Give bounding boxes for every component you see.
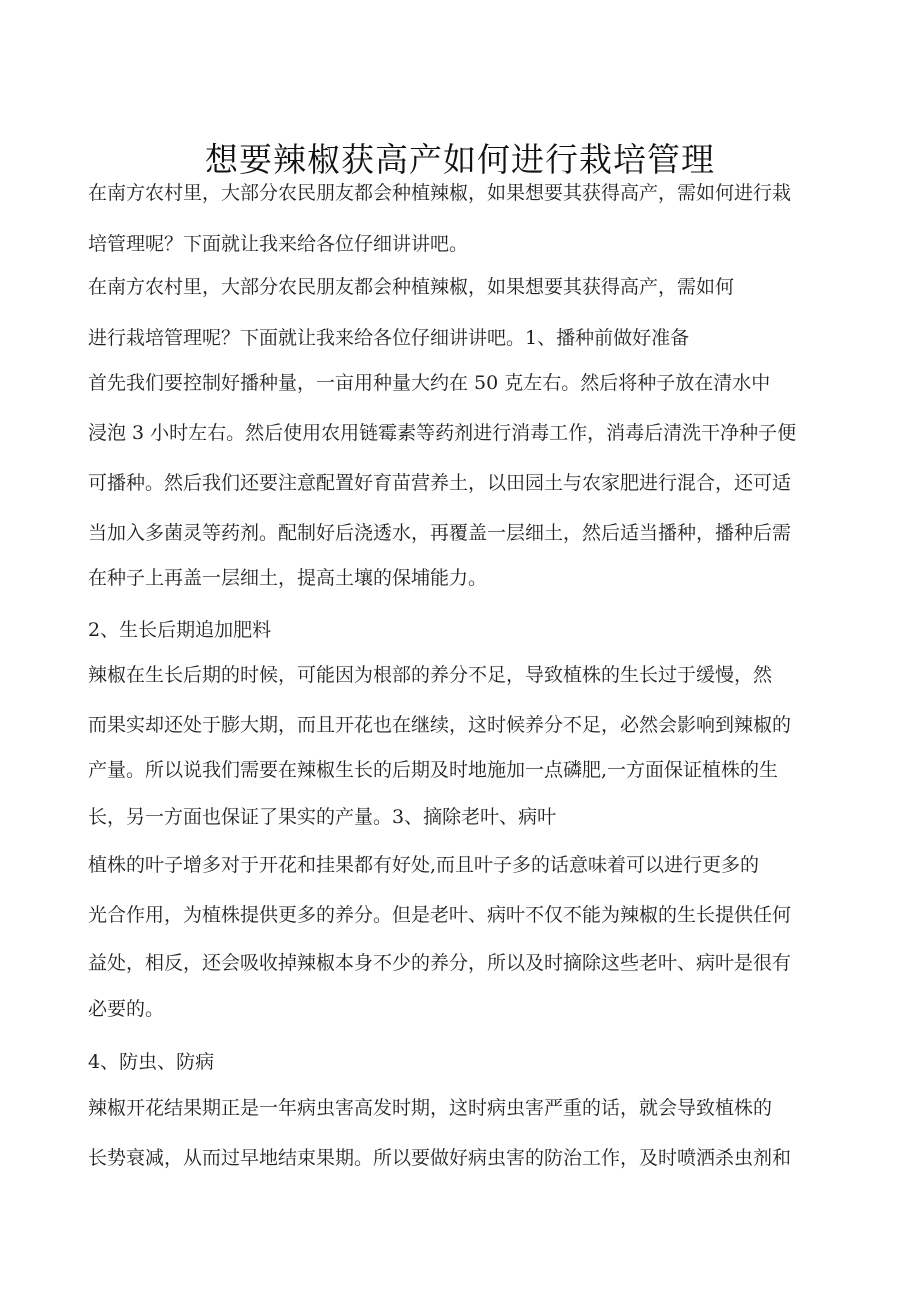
paragraph-line: 在种子上再盖一层细土，提高土壤的保埔能力。 — [88, 567, 488, 589]
paragraph-line: 进行栽培管理呢？下面就让我来给各位仔细讲讲吧。1、播种前做好准备 — [88, 327, 690, 349]
paragraph-line: 光合作用，为植株提供更多的养分。但是老叶、病叶不仅不能为辣椒的生长提供任何 — [88, 904, 792, 926]
paragraph-line: 浸泡 3 小时左右。然后使用农用链霉素等药剂进行消毒工作，消毒后清洗干净种子便 — [88, 422, 797, 444]
paragraph-line: 培管理呢？下面就让我来给各位仔细讲讲吧。 — [88, 233, 469, 255]
paragraph-line: 益处，相反，还会吸收掉辣椒本身不少的养分，所以及时摘除这些老叶、病叶是很有 — [88, 952, 792, 974]
paragraph-line: 必要的。 — [88, 998, 165, 1020]
section-heading: 2、生长后期追加肥料 — [88, 619, 272, 641]
paragraph-line: 植株的叶子增多对于开花和挂果都有好处,而且叶子多的话意味着可以进行更多的 — [88, 854, 760, 876]
paragraph-line: 当加入多菌灵等药剂。配制好后浇透水，再覆盖一层细土，然后适当播种，播种后需 — [88, 522, 792, 544]
paragraph-line: 辣椒在生长后期的时候，可能因为根部的养分不足，导致植株的生长过于缓慢，然 — [88, 664, 773, 686]
section-heading: 4、防虫、防病 — [88, 1051, 215, 1073]
paragraph-line: 在南方农村里，大部分农民朋友都会种植辣椒，如果想要其获得高产，需如何 — [88, 276, 735, 298]
paragraph-line: 产量。所以说我们需要在辣椒生长的后期及时地施加一点磷肥,一方面保证植株的生 — [88, 759, 779, 781]
document-title: 想要辣椒获高产如何进行栽培管理 — [205, 140, 715, 180]
paragraph-line: 在南方农村里，大部分农民朋友都会种植辣椒，如果想要其获得高产，需如何进行栽 — [88, 182, 792, 204]
paragraph-line: 首先我们要控制好播种量，一亩用种量大约在 50 克左右。然后将种子放在清水中 — [88, 372, 771, 394]
paragraph-line: 可播种。然后我们还要注意配置好育苗营养土，以田园土与农家肥进行混合，还可适 — [88, 472, 792, 494]
paragraph-line: 长势衰减，从而过早地结束果期。所以要做好病虫害的防治工作，及时喷洒杀虫剂和 — [88, 1147, 792, 1169]
paragraph-line: 辣椒开花结果期正是一年病虫害高发时期，这时病虫害严重的话，就会导致植株的 — [88, 1097, 773, 1119]
paragraph-line: 而果实却还处于膨大期，而且开花也在继续，这时候养分不足，必然会影响到辣椒的 — [88, 714, 792, 736]
paragraph-line: 长，另一方面也保证了果实的产量。3、摘除老叶、病叶 — [88, 806, 557, 828]
